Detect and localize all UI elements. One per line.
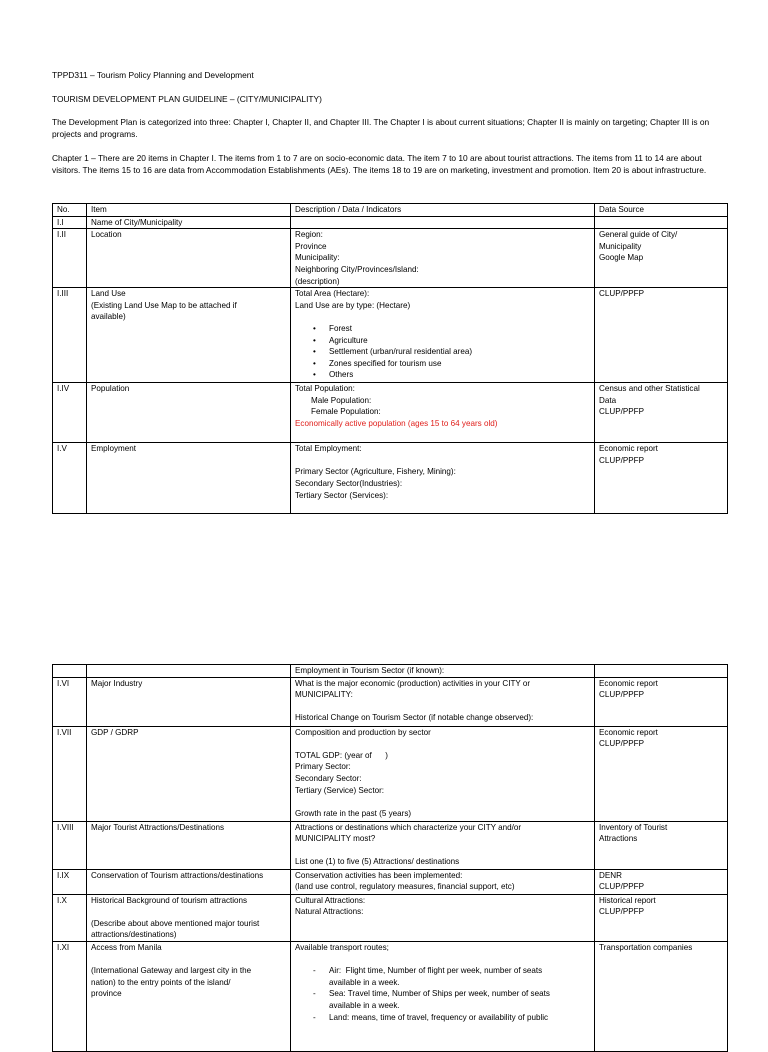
description-line: Land Use are by type: (Hectare) xyxy=(295,300,411,310)
item-line: Access from Manila xyxy=(91,942,162,952)
table-row xyxy=(53,443,728,514)
row-number: I.III xyxy=(53,288,87,383)
row-item: Location xyxy=(87,229,291,288)
row-source xyxy=(595,383,728,443)
land-use-list xyxy=(295,323,590,381)
list-item-line: - Land: means, time of travel, frequency or availability of public xyxy=(329,1012,549,1022)
description-line: TOTAL GDP: (year of ) xyxy=(295,750,388,760)
row-number xyxy=(53,665,87,678)
row-number: I.VII xyxy=(53,726,87,821)
row-description xyxy=(291,383,595,443)
row-description xyxy=(291,216,595,229)
row-number: I.IX xyxy=(53,869,87,894)
row-item: Employment xyxy=(87,443,291,514)
description-line: Available transport routes; xyxy=(295,942,389,952)
chapter1-table-part1 xyxy=(52,203,728,514)
row-description xyxy=(291,869,595,894)
list-item: • Agriculture xyxy=(313,335,590,347)
table-row xyxy=(53,383,728,443)
spacer xyxy=(295,701,590,713)
row-description xyxy=(291,229,595,288)
description-line: Tertiary (Service) Sector: xyxy=(295,785,385,795)
description-line: Female Population: xyxy=(311,407,381,417)
row-item: Major Industry xyxy=(87,677,291,726)
description-line: Composition and production by sector xyxy=(295,727,431,737)
header-no: No. xyxy=(53,204,87,217)
description-line: Secondary Sector: xyxy=(295,773,362,783)
row-item: Name of City/Municipality xyxy=(87,216,291,229)
item-line: (Existing Land Use Map to be attached if xyxy=(91,300,237,310)
list-item-line: - Sea: Travel time, Number of Ships per week, number of seats xyxy=(329,989,550,999)
item-line: nation) to the entry points of the island/ xyxy=(91,977,231,987)
row-item: Major Tourist Attractions/Destinations xyxy=(87,821,291,869)
row-item: GDP / GDRP xyxy=(87,726,291,821)
list-item-line: available in a week. xyxy=(329,1000,400,1010)
row-source: Transportation companies xyxy=(595,941,728,1051)
description-line: Primary Sector: xyxy=(295,762,351,772)
header-item: Item xyxy=(87,204,291,217)
item-line: (International Gateway and largest city in the xyxy=(91,966,252,976)
row-description xyxy=(291,288,595,383)
row-number: I.XI xyxy=(53,941,87,1051)
description-line: Total Employment: xyxy=(295,444,362,454)
item-line: Historical Background of tourism attractions xyxy=(91,895,248,905)
source-line: CLUP/PPFP xyxy=(599,739,644,749)
spacer xyxy=(295,455,590,467)
spacer xyxy=(295,738,590,750)
description-line: Natural Attractions: xyxy=(295,907,364,917)
description-line: Conservation activities has been implemented: xyxy=(295,870,463,880)
row-source xyxy=(595,677,728,726)
row-source xyxy=(595,894,728,941)
source-line: Census and other Statistical xyxy=(599,384,700,394)
list-item: • Settlement (urban/rural residential area) xyxy=(313,346,590,358)
description-line: Neighboring City/Provinces/Island: xyxy=(295,264,419,274)
source-line: CLUP/PPFP xyxy=(599,907,644,917)
row-item xyxy=(87,288,291,383)
row-item: Population xyxy=(87,383,291,443)
header-description: Description / Data / Indicators xyxy=(291,204,595,217)
row-source: CLUP/PPFP xyxy=(595,288,728,383)
row-description xyxy=(291,677,595,726)
source-line: CLUP/PPFP xyxy=(599,455,644,465)
source-line: Economic report xyxy=(599,678,658,688)
list-item-line: available in a week. xyxy=(329,977,400,987)
table-row xyxy=(53,894,728,941)
row-source xyxy=(595,443,728,514)
description-line: Male Population: xyxy=(311,395,372,405)
source-line: Google Map xyxy=(599,253,644,263)
row-number: I.I xyxy=(53,216,87,229)
row-source xyxy=(595,726,728,821)
row-item xyxy=(87,665,291,678)
source-line: DENR xyxy=(599,870,622,880)
description-line: Total Area (Hectare): xyxy=(295,289,370,299)
description-line: Primary Sector (Agriculture, Fishery, Mining): xyxy=(295,467,456,477)
description-line: List one (1) to five (5) Attractions/ destinations xyxy=(295,857,460,867)
source-line: Attractions xyxy=(599,834,638,844)
spacer xyxy=(295,311,590,323)
row-description xyxy=(291,821,595,869)
spacer xyxy=(295,954,590,966)
description-line: Historical Change on Tourism Sector (if notable change observed): xyxy=(295,713,534,723)
description-line: Municipality: xyxy=(295,253,340,263)
description-line: Attractions or destinations which characterize your CITY and/or xyxy=(295,822,522,832)
row-number: I.VIII xyxy=(53,821,87,869)
row-source xyxy=(595,869,728,894)
table-row xyxy=(53,941,728,1051)
table-row xyxy=(53,229,728,288)
description-line: MUNICIPALITY: xyxy=(295,690,353,700)
source-line: General guide of City/ xyxy=(599,230,678,240)
description-line: (description) xyxy=(295,276,340,286)
table-row xyxy=(53,288,728,383)
description-line: Total Population: xyxy=(295,384,355,394)
intro-paragraph: The Development Plan is categorized into three: Chapter I, Chapter II, and Chapter III. The Chapter I is about current situations; Chapter II is mainly on targeting; Chapter III is on projects and programs. xyxy=(52,117,710,139)
row-source xyxy=(595,665,728,678)
row-number: I.VI xyxy=(53,677,87,726)
item-line: attractions/destinations) xyxy=(91,930,177,940)
item-line: available) xyxy=(91,312,126,322)
row-item xyxy=(87,894,291,941)
list-item: • Others xyxy=(313,369,590,381)
source-line: CLUP/PPFP xyxy=(599,882,644,892)
list-item: • Zones specified for tourism use xyxy=(313,358,590,370)
row-number: I.II xyxy=(53,229,87,288)
list-item: • Forest xyxy=(313,323,590,335)
header-source: Data Source xyxy=(595,204,728,217)
description-line: Secondary Sector(Industries): xyxy=(295,478,403,488)
row-item xyxy=(87,941,291,1051)
row-number: I.V xyxy=(53,443,87,514)
spacer xyxy=(91,906,286,918)
list-item-line: - Air: Flight time, Number of flight per week, number of seats xyxy=(329,966,543,976)
description-line: What is the major economic (production) activities in your CITY or xyxy=(295,678,531,688)
description-line: (land use control, regulatory measures, financial support, etc) xyxy=(295,882,515,892)
spacer xyxy=(295,845,590,857)
description-line: Growth rate in the past (5 years) xyxy=(295,808,412,818)
row-description xyxy=(291,443,595,514)
item-line: Land Use xyxy=(91,289,126,299)
source-line: Historical report xyxy=(599,895,656,905)
row-description xyxy=(291,726,595,821)
row-source xyxy=(595,216,728,229)
row-item: Conservation of Tourism attractions/destinations xyxy=(87,869,291,894)
description-line: Tertiary Sector (Services): xyxy=(295,490,389,500)
item-line: province xyxy=(91,989,122,999)
table-row xyxy=(53,821,728,869)
source-line: Inventory of Tourist xyxy=(599,822,668,832)
item-line: (Describe about above mentioned major tourist xyxy=(91,918,260,928)
row-source xyxy=(595,821,728,869)
row-description xyxy=(291,894,595,941)
source-line: CLUP/PPFP xyxy=(599,690,644,700)
table-row xyxy=(53,677,728,726)
list-item xyxy=(311,1012,590,1024)
table-header-row xyxy=(53,204,728,217)
source-line: CLUP/PPFP xyxy=(599,407,644,417)
list-item xyxy=(311,988,590,1011)
row-number: I.X xyxy=(53,894,87,941)
description-line: Region: xyxy=(295,230,323,240)
guideline-title: TOURISM DEVELOPMENT PLAN GUIDELINE – (CITY/MUNICIPALITY) xyxy=(52,94,322,104)
row-number: I.IV xyxy=(53,383,87,443)
list-item xyxy=(311,965,590,988)
chapter1-summary: Chapter 1 – There are 20 items in Chapter I. The items from 1 to 7 are on socio-economic data. The item 7 to 10 are about tourist attractions. The items from 11 to 14 are about visitors. The items 15 to 16 are data from Accommodation Establishments (AEs). The items 18 to 19 are on marketing, investment and promotion. Item 20 is about infrastructure. xyxy=(52,153,707,175)
table-row xyxy=(53,665,728,678)
table-row xyxy=(53,869,728,894)
row-source xyxy=(595,229,728,288)
source-line: Municipality xyxy=(599,241,642,251)
chapter1-table-part2 xyxy=(52,664,728,1052)
source-line: Data xyxy=(599,395,617,405)
row-description xyxy=(291,941,595,1051)
table-row xyxy=(53,726,728,821)
spacer xyxy=(295,796,590,808)
transport-routes-list xyxy=(295,965,590,1023)
course-title: TPPD311 – Tourism Policy Planning and Development xyxy=(52,70,254,80)
table-row xyxy=(53,216,728,229)
row-description: Employment in Tourism Sector (if known): xyxy=(291,665,595,678)
source-line: Economic report xyxy=(599,727,658,737)
description-line: MUNICIPALITY most? xyxy=(295,834,376,844)
description-line: Province xyxy=(295,241,327,251)
description-line: Cultural Attractions: xyxy=(295,895,366,905)
source-line: Economic report xyxy=(599,444,658,454)
economically-active-note: Economically active population (ages 15 to 64 years old) xyxy=(295,418,498,428)
spacer xyxy=(91,954,286,966)
